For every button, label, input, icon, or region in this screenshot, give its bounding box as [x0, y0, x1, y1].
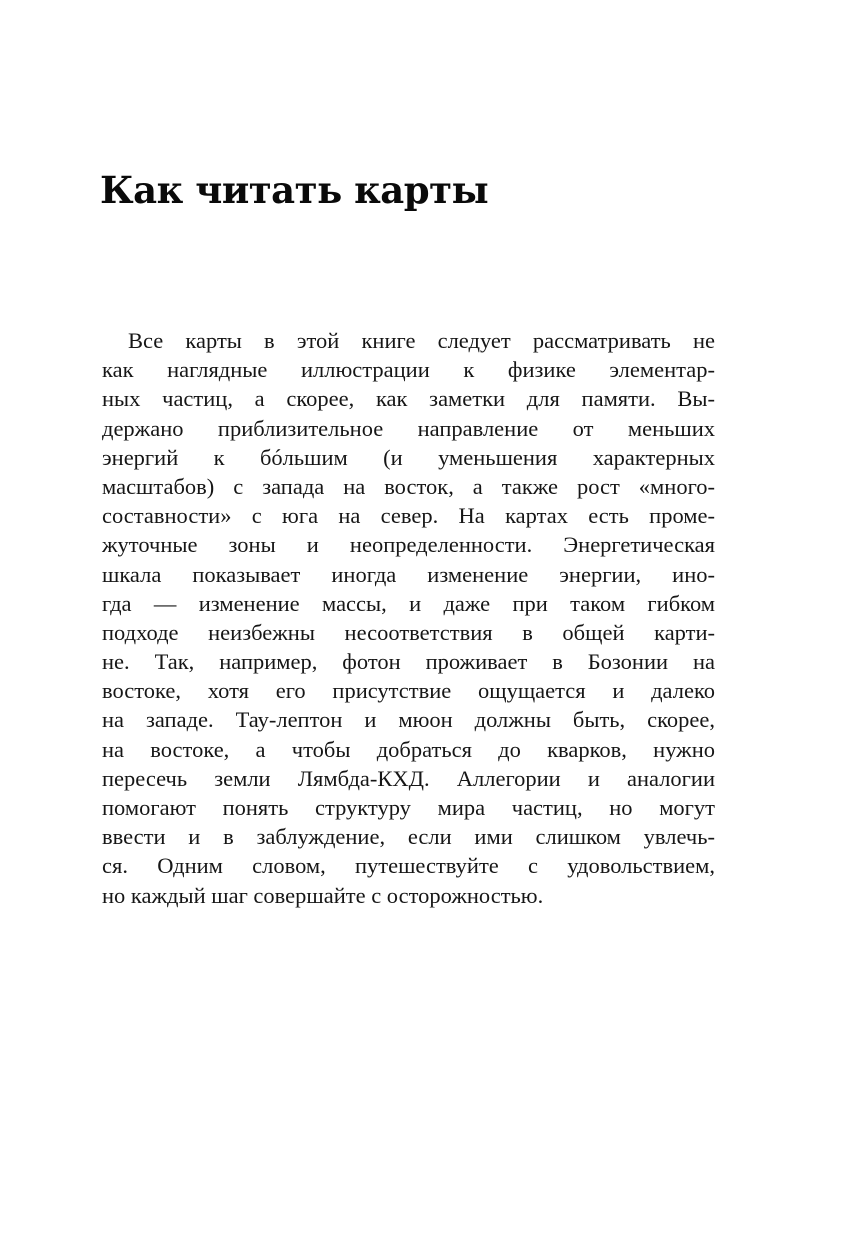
paragraph-line: шкала показывает иногда изменение энергии, ино-: [102, 561, 715, 587]
paragraph-line: как наглядные иллюстрации к физике элементар-: [102, 357, 715, 383]
chapter-title: Как читать карты: [100, 168, 489, 212]
paragraph-line: держано приблизительное направление от меньших: [102, 415, 715, 441]
paragraph-line: пересечь земли Лямбда-КХД. Аллегории и аналогии: [102, 765, 715, 791]
paragraph-line: востоке, хотя его присутствие ощущается и далеко: [102, 678, 715, 704]
paragraph-line: гда — изменение массы, и даже при таком гибком: [102, 590, 715, 616]
paragraph-line: жуточные зоны и неопределенности. Энергетическая: [102, 532, 715, 558]
paragraph-line: ся. Одним словом, путешествуйте с удовольствием,: [102, 853, 715, 879]
body-paragraph: [102, 326, 715, 910]
paragraph-line: масштабов) с запада на восток, а также рост «много-: [102, 473, 715, 499]
paragraph-line: помогают понять структуру мира частиц, но могут: [102, 795, 715, 820]
paragraph-line: не. Так, например, фотон проживает в Бозонии на: [102, 649, 715, 675]
paragraph-line: подходе неизбежны несоответствия в общей карти-: [102, 619, 715, 645]
paragraph-line: Все карты в этой книге следует рассматривать не: [128, 328, 715, 353]
paragraph-line: на востоке, а чтобы добраться до кварков, нужно: [102, 736, 715, 762]
paragraph-line: на западе. Тау-лептон и мюон должны быть, скорее,: [102, 707, 715, 733]
paragraph-line: ввести и в заблуждение, если ими слишком увлечь-: [102, 824, 715, 850]
paragraph-line: ных частиц, а скорее, как заметки для памяти. Вы-: [102, 386, 715, 412]
paragraph-line: составности» с юга на север. На картах есть проме-: [102, 503, 715, 529]
paragraph-line: но каждый шаг совершайте с осторожностью.: [102, 882, 544, 908]
paragraph-line: энергий к бóльшим (и уменьшения характерных: [102, 444, 715, 470]
